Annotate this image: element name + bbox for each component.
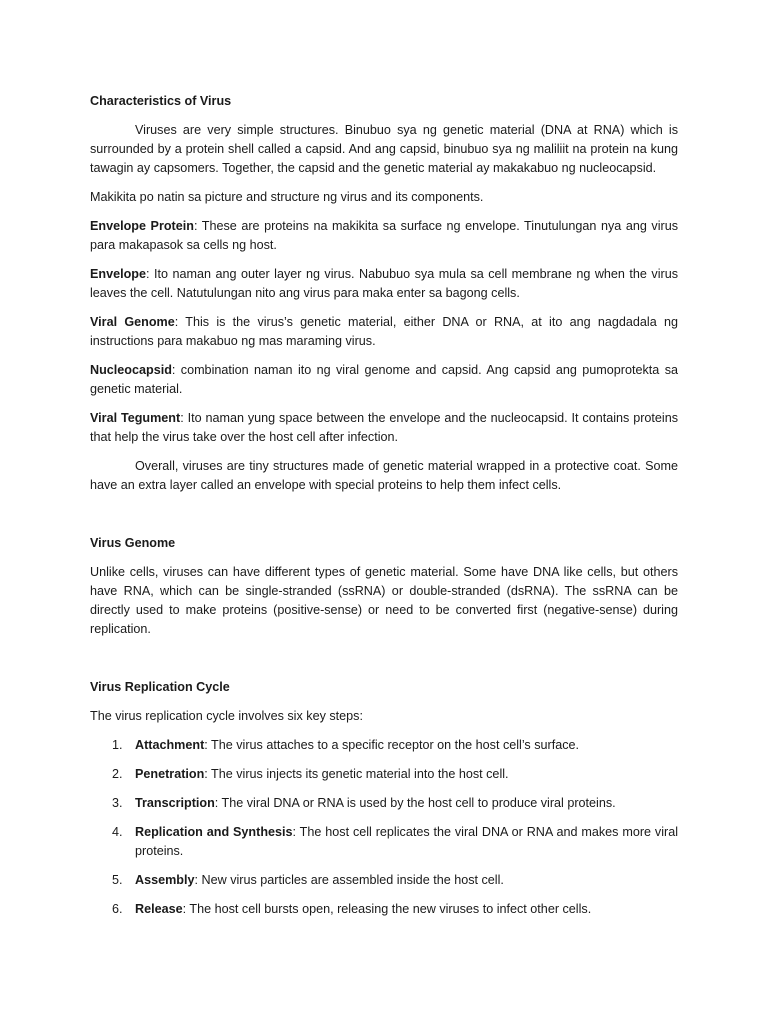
step-number: 5. bbox=[112, 873, 123, 887]
replication-steps-list bbox=[90, 736, 678, 919]
component-description: : These are proteins na makikita sa surface ng envelope. Tinutulungan nya ang virus para makapasok sa cells ng host. bbox=[90, 219, 678, 252]
component-description: : Ito naman ang outer layer ng virus. Nabubuo sya mula sa cell membrane ng when the virus leaves the cell. Natutulungan nito ang virus para maka enter sa bagong cells. bbox=[90, 267, 678, 300]
section-title-virus-genome: Virus Genome bbox=[90, 536, 176, 550]
component-term: Nucleocapsid bbox=[90, 363, 172, 377]
step-description: : The host cell bursts open, releasing the new viruses to infect other cells. bbox=[182, 902, 592, 916]
component-envelope-protein bbox=[90, 217, 678, 255]
step-number: 4. bbox=[112, 825, 123, 839]
step-description: : The host cell replicates the viral DNA or RNA and makes more viral proteins. bbox=[135, 825, 679, 858]
genome-paragraph: Unlike cells, viruses can have different types of genetic material. Some have DNA like cells, but others have RNA, which can be single-stranded (ssRNA) or double-stranded (dsRNA). The ssRNA can be directly used to make proteins (positive-sense) or need to be converted first (negative-sense) during replication. bbox=[90, 565, 678, 636]
step-number: 1. bbox=[112, 738, 123, 752]
list-item bbox=[90, 765, 678, 784]
picture-note-paragraph: Makikita po natin sa picture and structure ng virus and its components. bbox=[90, 190, 484, 204]
step-description: : The viral DNA or RNA is used by the host cell to produce viral proteins. bbox=[214, 796, 616, 810]
intro-paragraph: Viruses are very simple structures. Binubuo sya ng genetic material (DNA at RNA) which is surrounded by a protein shell called a capsid. And ang capsid, binubuo sya ng maliliit na protein na kung tawagin ay capsomers. Together, the capsid and the genetic material ay makakabuo ng nucleocapsid. bbox=[90, 123, 678, 175]
list-item bbox=[90, 736, 678, 755]
step-term: Penetration bbox=[135, 767, 205, 781]
list-item bbox=[90, 794, 678, 813]
step-number: 2. bbox=[112, 767, 123, 781]
list-item bbox=[90, 823, 678, 861]
replication-intro: The virus replication cycle involves six key steps: bbox=[90, 709, 363, 723]
step-description: : The virus injects its genetic material into the host cell. bbox=[204, 767, 509, 781]
step-term: Release bbox=[135, 902, 183, 916]
component-term: Viral Tegument bbox=[90, 411, 181, 425]
component-viral-tegument bbox=[90, 409, 678, 447]
step-term: Assembly bbox=[135, 873, 195, 887]
step-term: Replication and Synthesis bbox=[135, 825, 293, 839]
component-term: Envelope Protein bbox=[90, 219, 194, 233]
component-term: Envelope bbox=[90, 267, 146, 281]
component-nucleocapsid bbox=[90, 361, 678, 399]
component-description: : combination naman ito ng viral genome and capsid. Ang capsid ang pumoprotekta sa genetic material. bbox=[90, 363, 678, 396]
step-term: Attachment bbox=[135, 738, 205, 752]
list-item bbox=[90, 900, 678, 919]
component-envelope bbox=[90, 265, 678, 303]
step-description: : The virus attaches to a specific receptor on the host cell’s surface. bbox=[204, 738, 580, 752]
component-description: : Ito naman yung space between the envelope and the nucleocapsid. It contains proteins that help the virus take over the host cell after infection. bbox=[90, 411, 679, 444]
section-title-replication-cycle: Virus Replication Cycle bbox=[90, 680, 230, 694]
summary-paragraph: Overall, viruses are tiny structures made of genetic material wrapped in a protective coat. Some have an extra layer called an envelope with special proteins to help them infect cells. bbox=[90, 459, 678, 492]
step-number: 3. bbox=[112, 796, 123, 810]
step-term: Transcription bbox=[135, 796, 215, 810]
document-page bbox=[90, 92, 678, 919]
step-number: 6. bbox=[112, 902, 123, 916]
component-term: Viral Genome bbox=[90, 315, 175, 329]
component-viral-genome bbox=[90, 313, 678, 351]
section-title-characteristics: Characteristics of Virus bbox=[90, 94, 232, 108]
component-description: : This is the virus’s genetic material, either DNA or RNA, at ito ang nagdadala ng instructions para makabuo ng mas maraming virus. bbox=[90, 315, 678, 348]
step-description: : New virus particles are assembled inside the host cell. bbox=[194, 873, 504, 887]
list-item bbox=[90, 871, 678, 890]
